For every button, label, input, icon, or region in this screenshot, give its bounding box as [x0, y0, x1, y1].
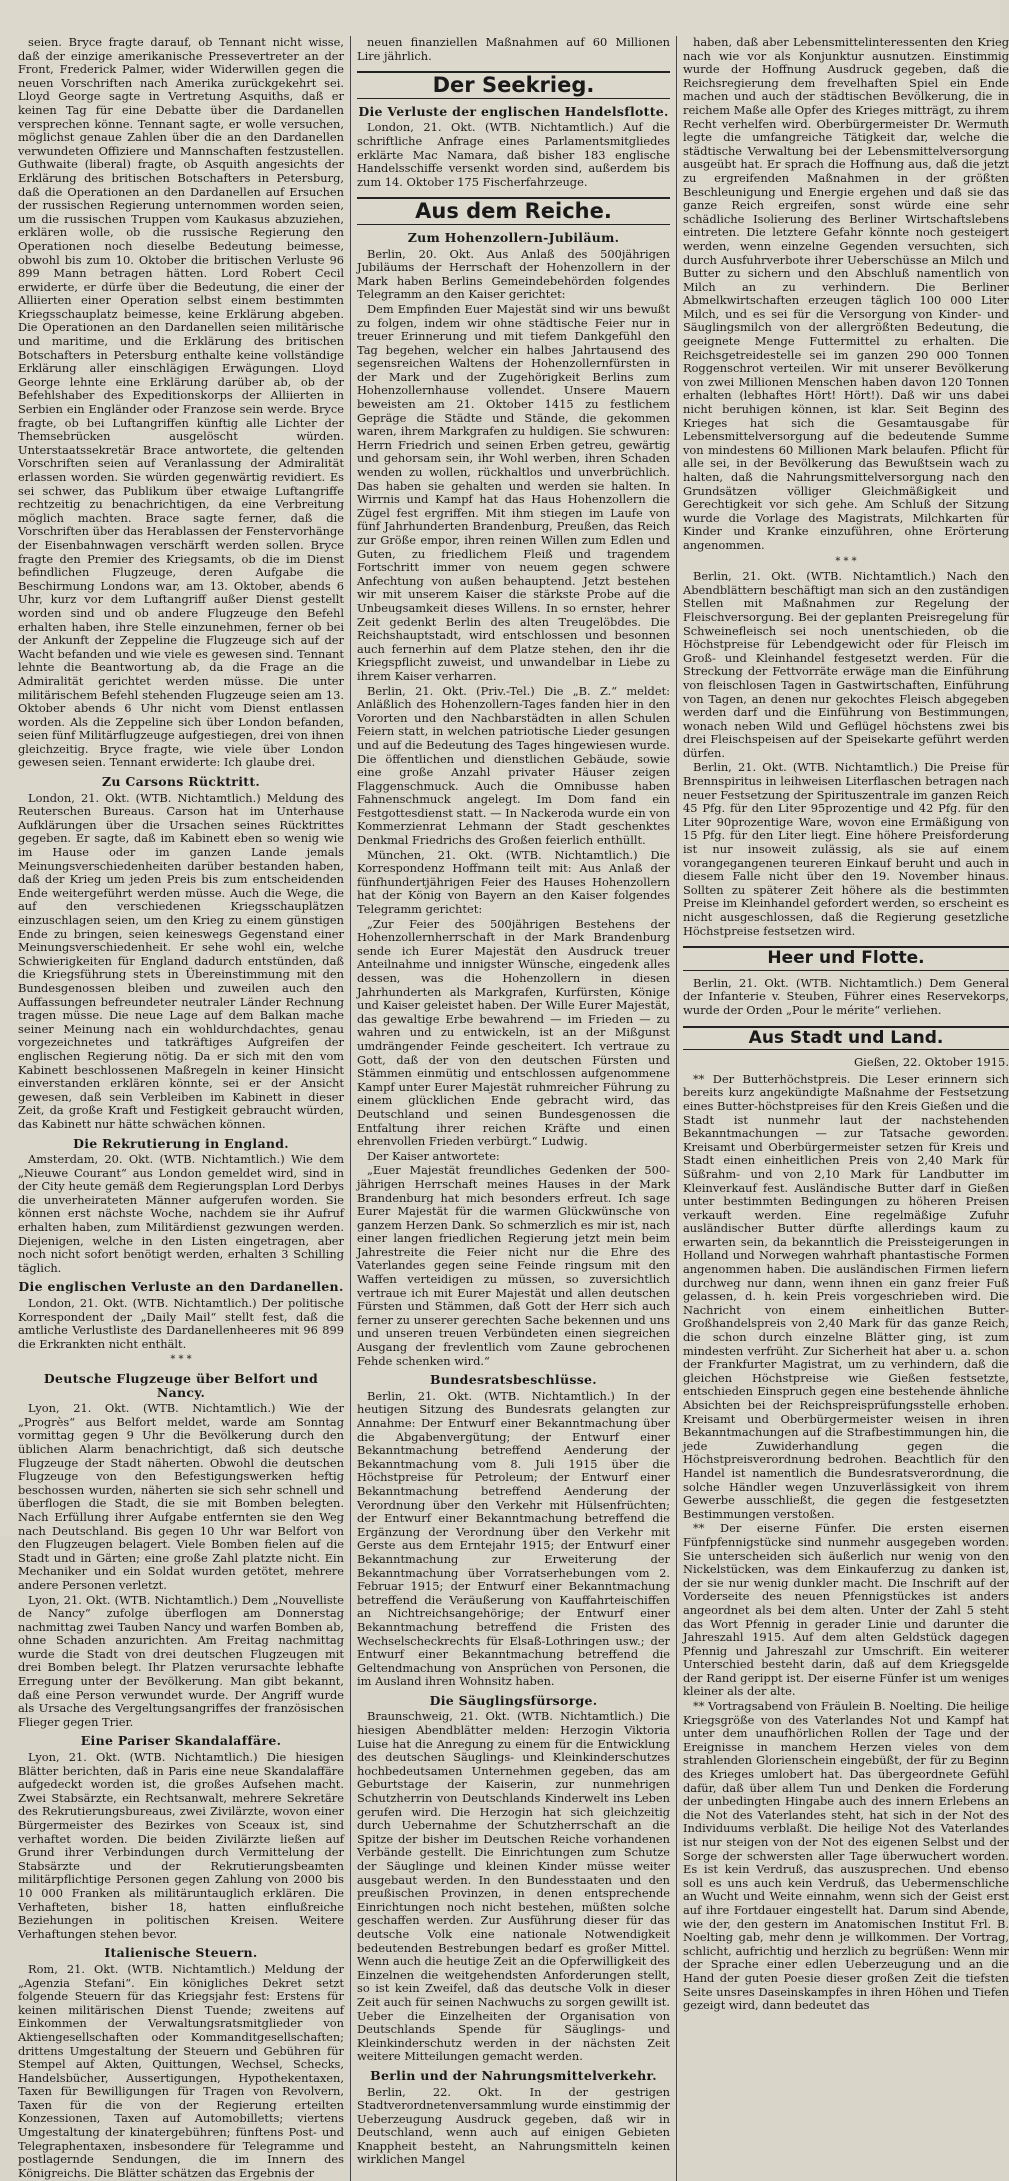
article-subheading: Die Säuglingsfürsorge. — [429, 1692, 598, 1708]
article-paragraph: London, 21. Okt. (WTB. Nichtamtlich.) Der politische Korrespondent der „Daily Mail“ stellt fest, daß die amtliche Verlustliste des Dardanellenheeres mit 96 899 die Erkrankten nicht enthält. — [18, 1296, 344, 1351]
article-subheading: Italienische Steuern. — [104, 1945, 258, 1961]
article-subheading: Die Rekrutierung in England. — [73, 1135, 289, 1151]
article-subheading: Die englischen Verluste an den Dardanellen. — [18, 1279, 344, 1295]
article-paragraph: ** Der Butterhöchstpreis. Die Leser erinnern sich bereits kurz angekündigte Maßnahme der Festsetzung eines Butter-höchstpreises für den Kreis Gießen und die Stadt ist nunmehr laut der nachstehenden Bekanntmachungen — zur Tatsache geworden. Kreisamt und Oberbürgermeister setzen für Kreis und Stadt einen einheitlichen Preis von 2,40 Mark für Süßrahm- und von 2,10 Mark für Landbutter im Kleinverkauf fest. Ausländische Butter darf in Gießen unter bestimmten Bedingungen zu höheren Preisen verkauft werden. Eine regelmäßige Zufuhr ausländischer Butter dürfte allerdings kaum zu erwarten sein, da bekanntlich die Preissteigerungen in Holland und Norwegen wahrhaft phantastische Formen angenommen haben. Die ausländischen Firmen liefern durchweg nur dann, wenn ihnen ein ganz freier Fuß gelassen, d. h. kein Preis vorgeschrieben wird. Die Nachricht von einem einheitlichen Butter-Großhandelspreis von 2,40 Mark für das ganze Reich, die schon durch einzelne Blätter ging, ist zum mindesten verfrüht. Zur Sicherheit hat aber u. a. schon der Frankfurter Magistrat, um zu verhindern, daß die gleichen Höchstpreise wie Gießen festsetzte, entschieden Einspruch gegen eine bestehende ähnliche Absichten bei der Reichspreisprüfungsstelle erhoben. Kreisamt und Oberbürgermeister weisen in ihren Bekanntmachungen auf die Strafbestimmungen hin, die jede Zuwiderhandlung gegen die Höchstpreisverordnung bedrohen. Beachtlich für den Handel ist namentlich die Bundesratsverordnung, die solche Händler wegen Unzuverlässigkeit von ihrem Gewerbe ausschließt, die gegen die festgesetzten Bestimmungen verstoßen. — [683, 1071, 1009, 1521]
article-paragraph: Berlin, 21. Okt. (Priv.-Tel.) Die „B. Z.“ meldet: Anläßlich des Hohenzollern-Tages fanden hier in den Vororten und den Nachbarstädten in allen Schulen Feiern statt, in welchen patriotische Lieder gesungen und auf die Bedeutung des Tages hingewiesen wurde. Die öffentlichen und dienstlichen Gebäude, sowie eine große Anzahl privater Häuser zeigen Flaggenschmuck. Auch die Omnibusse haben Fahnenschmuck angelegt. Im Dom fand ein Festgottesdienst statt. — In Nackeroda wurde ein von Kommerzienrat Lehmann der Stadt geschenktes Denkmal Friedrichs des Großen feierlich enthüllt. — [357, 683, 670, 848]
column-left — [18, 36, 344, 2181]
column-grid — [18, 35, 1009, 2180]
article-paragraph: London, 21. Okt. (WTB. Nichtamtlich.) Auf die schriftliche Anfrage eines Parlamentsmitgliedes erklärte Mac Namara, daß bisher 183 englische Handelsschiffe versenkt worden sind, außerdem bis zum 14. Oktober 175 Fischerfahrzeuge. — [357, 120, 670, 189]
article-paragraph: Lyon, 21. Okt. (WTB. Nichtamtlich.) Wie der „Progrès“ aus Belfort meldet, warde am Sonntag vormittag gegen 9 Uhr die Bevölkerung durch den üblichen Alarm benachrichtigt, daß sich deutsche Flugzeuge der Stadt näherten. Obwohl die deutschen Flugzeuge von den Befestigungswerken heftig beschossen wurden, näherten sie sich sehr schnell und überflogen die Stadt, die sie mit Bomben belegten. Nach Erfüllung ihrer Aufgabe entfernten sie den Weg nach Deutschland. Bis gegen 10 Uhr war Belfort von den Flugzeugen belagert. Viele Bomben fielen auf die Stadt und in Gärten; eine große Zahl platzte nicht. Ein Mechaniker und ein Soldat wurden getötet, mehrere andere Personen verletzt. — [18, 1401, 344, 1592]
article-subheading: Die Verluste der englischen Handelsflotte. — [358, 103, 669, 119]
section-headline: Aus Stadt und Land. — [683, 1026, 1009, 1051]
separator: * * * — [835, 555, 857, 567]
article-paragraph: seien. Bryce fragte darauf, ob Tennant nicht wisse, daß der einzige amerikanische Pressevertreter an der Front, Frederick Palmer, wider Widerwillen gegen die neuen Vorschriften nach Amerika zurückgekehrt sei. Lloyd George sagte in Vertretung Asquiths, daß er keinen Tag für eine Debatte über die Dardanellen versprechen könne. Tennant sagte, er wolle versuchen, möglichst genaue Zahlen über die an den Dardanellen verwundeten Offiziere und Mannschaften festzustellen. Guthwaite (liberal) fragte, ob Asquith angesichts der Erklärung des britischen Botschafters in Petersburg, daß die Operationen an den Dardanellen auf Ersuchen der russischen Regierung unternommen worden seien, um die russischen Truppen vom Kaukasus abzuziehen, erklären wolle, ob die russische Regierung den Operationen noch dieselbe Bedeutung beimesse, obwohl bis zum 10. Oktober die britischen Verluste 96 899 Mann betragen hätten. Lord Robert Cecil erwiderte, er dürfe über die Bedeutung, die einer der Alliierten einer Operation selbst einem bestimmten Kriegsschauplatz beimesse, keine Erklärung abgeben. Die Operationen an den Dardanellen seien militärische und maritime, und die Erklärung des britischen Botschafters in Petersburg enthalte keine vollständige Erklärung aller einschlägigen Erwägungen. Lloyd George lehnte eine Erklärung darüber ab, ob der Befehlshaber des Expeditionskorps der Alliierten in Serbien ein Engländer oder Franzose sein werde. Bryce fragte, ob bei Luftangriffen künftig alle Lichter der Themsebrücken ausgelöscht würden. Unterstaatssekretär Brace antwortete, die geltenden Vorschriften seien auf Veranlassung der Admiralität erlassen worden. Sie würden gegenwärtig revidiert. Es sei schwer, das Publikum über etwaige Luftangriffe rechtzeitig zu benachrichtigen, da eine Verbreitung möglich machten. Brace sagte ferner, daß die Vorschriften über das Herablassen der Fenstervorhänge der Eisenbahnwagen verschärft werden sollen. Bryce fragte den Premier des Kriegsamts, ob die im Dienst befindlichen Flugzeuge, deren Aufgabe die Beschirmung Londons war, am 13. Oktober, abends 6 Uhr, kurz vor dem Luftangriff außer Dienst gestellt worden sind und ob andere Flugzeuge den Befehl erhalten haben, ihre Stelle einzunehmen, ferner ob bei der Ankunft der Zeppeline die Flugzeuge sich auf der Wacht befanden und wie viele es gewesen sind. Tennant lehnte die Beantwortung ab, da die Frage an die Admiralität gerichtet werden müsse. Die unter militärischem Befehl stehenden Flugzeuge seien am 13. Oktober abends 6 Uhr nicht vom Dienst entlassen worden. Als die Zeppeline sich über London befanden, seien fünf Militärflugzeuge aufgestiegen, drei von ihnen gleichzeitig. Bryce fragte, wie viele über London gewesen seien. Tennant erwiderte: Ich glaube drei. — [18, 35, 344, 770]
article-subheading: Deutsche Flugzeuge über Belfort und Nancy. — [43, 1371, 319, 1400]
article-subheading: Berlin und der Nahrungsmittelverkehr. — [370, 2067, 657, 2083]
article-paragraph: Rom, 21. Okt. (WTB. Nichtamtlich.) Meldung der „Agenzia Stefani“. Ein königliches Dekret setzt folgende Steuern für das Kriegsjahr fest: Erstens für keinen militärischen Dienst Tuende; zweitens auf Einkommen der Verwaltungsratsmitglieder von Aktiengesellschaften oder Kommanditgesellschaften; drittens Umgestaltung der Steuern und Gebühren für Stempel auf Akten, Quittungen, Wechsel, Schecks, Handelsbücher, Aussertigungen, Hypothekentaxen, Taxen für Bewilligungen für Tragen von Revolvern, Taxen für die von der Regierung erteilten Konzessionen, Taxen auf Automobilletts; viertens Umgestaltung der kinatergebühren; fünftens Post- und Telegraphentaxen, insbesondere für Telegramme und postlagernde Sendungen, die im Innern des Königreichs. Die Blätter schätzen das Ergebnis der — [18, 1961, 344, 2180]
section-headline: Heer und Flotte. — [683, 946, 1009, 971]
dateline: Gießen, 22. Oktober 1915. — [853, 1055, 1009, 1070]
article-paragraph: Berlin, 21. Okt. (WTB. Nichtamtlich.) Die Preise für Brennspiritus in leihweisen Literflaschen betragen nach neuer Festsetzung der Spirituszentrale im ganzen Reich 45 Pfg. für den Liter 95prozentige und 42 Pfg. für den Liter 90prozentige Ware, wovon eine Ermäßigung von 15 Pfg. für den Liter liegt. Eine höhere Preisforderung ist nur insoweit zulässig, als sie auf einem vorangegangenen teureren Einkauf beruht und auch in diesem Falle nicht über den 19. November hinaus. Sollten zu späterer Zeit höhere als die bestimmten Preise im Kleinhandel gefordert werden, so erscheint es nicht ausgeschlossen, daß die Regierung gesetzliche Höchstpreise festsetzen wird. — [683, 760, 1009, 938]
article-subheading: Bundesratsbeschlüsse. — [430, 1372, 597, 1388]
article-paragraph: Berlin, 21. Okt. (WTB. Nichtamtlich.) Dem General der Infanterie v. Steuben, Führer eines Reservekorps, wurde der Orden „Pour le mérite“ verliehen. — [683, 975, 1009, 1017]
article-paragraph: Lyon, 21. Okt. (WTB. Nichtamtlich.) Dem „Nouvelliste de Nancy“ zufolge überflogen am Donnerstag nachmittag zwei Tauben Nancy und warfen Bomben ab, ohne Schaden anzurichten. Am Freitag nachmittag wurde die Stadt von drei deutschen Flugzeugen mit drei Bomben belegt. Ihr Platzen verursachte lebhafte Erregung unter der Bevölkerung. Man gibt bekannt, daß eine Person verwundet wurde. Der Angriff wurde als Ursache des Vergeltungsangriffes der französischen Flieger gegen Trier. — [18, 1592, 344, 1729]
article-subheading: Zu Carsons Rücktritt. — [101, 774, 261, 790]
column-right — [683, 36, 1009, 2181]
column-rule — [350, 36, 351, 2181]
column-middle — [357, 36, 670, 2181]
article-paragraph: ** Der eiserne Fünfer. Die ersten eisernen Fünfpfennigstücke sind nunmehr ausgegeben worden. Sie unterscheiden sich äußerlich nur wenig von den Nickelstücken, was dem Einkauferzug zu danken ist, der sie nur wenig dunkler macht. Die Inschrift auf der Vorderseite des neuen Pfennigstückes ist anders angeordnet als bei dem alten. Unter der Zahl 5 steht das Wort Pfennig in gerader Linie und darunter die Jahreszahl 1915. Auf dem alten Geldstück dagegen Pfennig und Jahreszahl zur Umschrift. Ein weiterer Unterschied besteht darin, daß auf dem Kriegsgelde der Rand gerippt ist. Der eiserne Fünfer ist um weniges kleiner als der alte. — [683, 1521, 1009, 1699]
article-paragraph: München, 21. Okt. (WTB. Nichtamtlich.) Die Korrespondenz Hoffmann teilt mit: Aus Anlaß der fünfhundertjährigen Feier des Hauses Hohenzollern hat der König von Bayern an den Kaiser folgendes Telegramm gerichtet: — [357, 847, 670, 917]
article-paragraph: Dem Empfinden Euer Majestät sind wir uns bewußt zu folgen, indem wir ohne städtische Feier nur in treuer Erinnerung und mit tiefem Dankgefühl den Tag begehen, welcher ein halbes Jahrtausend des segensreichen Waltens der Hohenzollernfürsten in der Mark und der Zugehörigkeit Berlins zum Hohenzollernhause vollendet. Unsere Mauern beweisten am 21. Oktober 1415 zu festlichem Gepräge die Städte und Stände, die gekommen waren, ihrem Markgrafen zu huldigen. Sie schwuren: Herrn Friedrich und seinen Erben getreu, gewärtig und gehorsam sein, ihr Wohl werben, ihren Schaden wenden zu wollen, rückhaltlos und unverbrüchlich. Das haben sie gehalten und werden sie halten. In Wirrnis und Kampf hat das Haus Hohenzollern die Zügel fest ergriffen. Mit ihm stiegen im Laufe von fünf Jahrhunderten Brandenburg, Preußen, das Reich zur Größe empor, ihren reinen Willen zum Edlen und Guten, zu friedlichem Fleiß und tragendem Fortschritt immer von neuem gegen schwere Anfechtung von außen behauptend. Jetzt bestehen wir mit unserem Kaiser die stärkste Probe auf die Unbeugsamkeit dieses Willens. In so ernster, hehrer Zeit gedenkt Berlin des alten Treugelöbdes. Die Reichshauptstadt, wird entschlossen und besonnen auch fernerhin auf dem Platze stehen, den ihr die Kriegspflicht zuweist, und unwandelbar in Liebe zu ihrem Kaiser verharren. — [357, 301, 670, 683]
section-headline: Der Seekrieg. — [357, 71, 670, 99]
article-subheading: Eine Pariser Skandalaffäre. — [80, 1733, 282, 1749]
article-subheading: Zum Hohenzollern-Jubiläum. — [407, 229, 620, 245]
article-paragraph: London, 21. Okt. (WTB. Nichtamtlich.) Meldung des Reuterschen Bureaus. Carson hat im Unterhause Aufklärungen über die Ursachen seines Rücktrittes gegeben. Er sagte, daß im Kabinett eben so wenig wie im Hause oder im ganzen Lande jemals Meinungsverschiedenheiten darüber bestanden haben, daß der Krieg um jeden Preis bis zum entscheidenden Ende weitergeführt werden müsse. Auch die Wege, die auf den verschiedenen Kriegsschauplätzen einzuschlagen seien, um den Krieg zu einem günstigen Ende zu bringen, seien keineswegs Gegenstand einer Meinungsverschiedenheit. Er sehe wohl ein, welche Schwierigkeiten für England dadurch entstünden, daß die Kriegsführung stets in Übereinstimmung mit den Bundesgenossen bleiben und zuweilen auch den Auffassungen befreundeter neutraler Länder Rechnung tragen müsse. Die neue Lage auf dem Balkan mache seiner Meinung nach ein wohldurchdachtes, genau vorgezeichnetes und tatkräftiges Aufgreifen der englischen Regierung nötig. Da er sich mit den vom Kabinett beschlossenen Maßregeln in keiner Hinsicht einverstanden erklären könnte, sei er der Ansicht gewesen, daß sein Verbleiben im Kabinett in dieser Zeit, da große Kraft und Festigkeit gebraucht würden, das Kabinett nur hätte schwächen können. — [18, 790, 344, 1131]
article-paragraph: Berlin, 21. Okt. (WTB. Nichtamtlich.) Nach den Abendblättern beschäftigt man sich an den zuständigen Stellen mit Maßnahmen zur Regelung der Fleischversorgung. Bei der geplanten Preisregelung für Schweinefleisch sei noch unentschieden, ob die Höchstpreise für Lebendgewicht oder für Fleisch im Groß- und Kleinhandel festgesetzt werden. Für die Streckung der Fettvorräte erwäge man die Einführung von fleischlosen Tagen in Gastwirtschaften, Einführung von Tagen, an denen nur gekochtes Fleisch abgegeben werden darf und die Einführung von Bestimmungen, wonach neben Wild und Geflügel höchstens zwei bis drei Fleischspeisen auf der Speisekarte geführt werden dürfen. — [683, 569, 1009, 760]
article-paragraph: „Euer Majestät freundliches Gedenken der 500-jährigen Herrschaft meines Hauses in der Mark Brandenburg hat mich besonders erfreut. Ich sage Eurer Majestät für die warmen Glückwünsche von ganzem Herzen Dank. So schmerzlich es mir ist, nach einer langen friedlichen Regierung jetzt mein beim Jahrestreite die Feier nicht nur die Ehre des Vaterlandes gegen seine Feinde ringsum mit den Waffen verteidigen zu müssen, so zuversichtlich vertraue ich mit Eurer Majestät und allen deutschen Fürsten und Stämmen, daß Gott der Herr sich auch ferner zu unserer gerechten Sache bekennen und uns und unseren treuen Verbündeten einen siegreichen Ausgang der frevlentlich vom Zaune gebrochenen Fehde schenken wird.“ — [357, 1163, 670, 1368]
column-rule — [676, 36, 677, 2181]
article-paragraph: Berlin, 22. Okt. In der gestrigen Stadtverordnetenversammlung wurde einstimmig der Ueberzeugung Ausdruck gegeben, daß wir in Deutschland, wenn auch auf einigen Gebieten Knappheit besteht, an Nahrungsmitteln keinen wirklichen Mangel — [357, 2084, 670, 2167]
article-paragraph: haben, daß aber Lebensmittelinteressenten den Krieg nach wie vor als Konjunktur ausnutzen. Einstimmig wurde der Hoffnung Ausdruck gegeben, daß die Reichsregierung dem frevelhaften Spiel ein Ende machen und auch der städtischen Bevölkerung, die in reichem Maße alle Opfer des Krieges mitträgt, zu ihrem Recht verhelfen wird. Oberbürgermeister Dr. Wermuth legte die umfangreiche Tätigkeit dar, welche die städtische Verwaltung bei der Lebensmittelversorgung ausgeübt hat. Er sprach die Hoffnung aus, daß die jetzt zu ergreifenden Maßnahmen in der größten Beschleunigung und Energie ergehen und daß sie das ganze Reich ergreifen, sonst würde eine sehr schädliche Isolierung des Berliner Wirtschaftslebens eintreten. Die letztere Gefahr könnte noch gesteigert werden, wenn einzelne Gegenden versuchten, sich durch Ausfuhrverbote ihrer Ueberschüsse an Milch und Butter zu sichern und den Abschluß namentlich von Milch an zu verhindern. Die Berliner Abmelkwirtschaften erzeugen täglich 100 000 Liter Milch, und es sei für die Versorgung von Kinder- und Säuglingsmilch von der allergrößten Bedeutung, die geeignete Menge Futtermittel zu erhalten. Die Reichsgetreidestelle sei im ganzen 290 000 Tonnen Roggenschrot verteilen. Wir mit unserer Bevölkerung von zwei Millionen Menschen haben davon 120 Tonnen erhalten (lebhaftes Hört! Hört!). Daß wir uns dabei nicht beruhigen können, ist klar. Seit Beginn des Krieges hat sich die Gesamtausgabe für Lebensmittelversorgung auf die bedeutende Summe von mindestens 60 Millionen Mark belaufen. Pflicht für alle sei, in der Bevölkerung das Bewußtsein wach zu halten, daß die Nahrungsmittelversorgung nach den Grundsätzen völliger Gleichmäßigkeit und Gerechtigkeit vor sich gehe. Am Schluß der Sitzung wurde die Vorlage des Magistrats, Milchkarten für Kinder und Kranke einzuführen, ohne Erörterung angenommen. — [683, 35, 1009, 552]
article-paragraph: neuen finanziellen Maßnahmen auf 60 Millionen Lire jährlich. — [357, 35, 670, 63]
section-headline: Aus dem Reiche. — [357, 197, 670, 225]
article-paragraph: „Zur Feier des 500jährigen Bestehens der Hohenzollernherrschaft in der Mark Brandenburg sende ich Eurer Majestät den Ausdruck treuer Anteilnahme und innigster Wünsche, eingedenk alles dessen, was die Hohenzollern in diesen Jahrhunderten als Markgrafen, Kurfürsten, Könige und Kaiser geleistet haben. Der Wille Eurer Majestät, das gewaltige Erbe bewahrend — im Frieden — zu wahren und zu entwickeln, ist an der Mißgunst umdrängender Feinde gescheitert. Ich vertraue zu Gott, daß der von den deutschen Fürsten und Stämmen einmütig und entschlossen aufgenommene Kampf unter Eurer Majestät ruhmreicher Führung zu einem glücklichen Ende gebracht wird, das Deutschland und seinen Bundesgenossen die Entfaltung ihrer reichen Kräfte und einen ehrenvollen Frieden verbürgt.“ Ludwig. — [357, 916, 670, 1149]
separator: * * * — [170, 1354, 192, 1366]
article-paragraph: Berlin, 21. Okt. (WTB. Nichtamtlich.) In der heutigen Sitzung des Bundesrats gelangten zur Annahme: Der Entwurf einer Bekanntmachung über die Abgabenvergütung; der Entwurf einer Bekanntmachung betreffend Aenderung der Bekanntmachung vom 8. Juli 1915 über die Höchstpreise für Petroleum; der Entwurf einer Bekanntmachung betreffend Aenderung der Verordnung über den Verkehr mit Hülsenfrüchten; der Entwurf einer Bekanntmachung betreffend die Ergänzung der Verordnung über den Verkehr mit Gerste aus dem Erntejahr 1915; der Entwurf einer Bekanntmachung zur Erweiterung der Bekanntmachung über Vorratserhebungen vom 2. Februar 1915; der Entwurf einer Bekanntmachung betreffend die Veräußerung von Kauffahrteischiffen an Nichtreichsangehörige; der Entwurf einer Bekanntmachung betreffend die Fristen des Wechselscheckrechts für Elsaß-Lothringen usw.; der Entwurf einer Bekanntmachung betreffend die Geltendmachung von Ansprüchen von Personen, die im Ausland ihren Wohnsitz haben. — [357, 1388, 670, 1689]
article-paragraph: Berlin, 20. Okt. Aus Anlaß des 500jährigen Jubiläums der Herrschaft der Hohenzollern in der Mark haben Berlins Gemeindebehörden folgendes Telegramm an den Kaiser gerichtet: — [357, 246, 670, 302]
article-paragraph: Braunschweig, 21. Okt. (WTB. Nichtamtlich.) Die hiesigen Abendblätter melden: Herzogin Viktoria Luise hat die Anregung zu einem für die Entwicklung des deutschen Säuglings- und Kleinkinderschutzes hochbedeutsamen Unternehmen gegeben, das am Geburtstage der Kaiserin, zur nunmehrigen Schutzherrin von Deutschlands Kinderwelt ins Leben gerufen wird. Die Herzogin hat sich gleichzeitig durch Uebernahme der Schutzherrschaft an die Spitze der bisher im Deutschen Reiche vorhandenen Verbände gestellt. Die Einrichtungen zum Schutze der Säuglinge und kleinen Kinder müsse weiter ausgebaut werden. In den Bundesstaaten und den preußischen Provinzen, in denen entsprechende Einrichtungen noch nicht bestehen, müßten solche geschaffen werden. Zur Ausführung dieser für das deutsche Volk eine nationale Notwendigkeit bedeutenden Bestrebungen bedarf es großer Mittel. Wenn auch die heutige Zeit an die Opferwilligkeit des Einzelnen die weitgehendsten Anforderungen stellt, so ist kein Zweifel, daß das deutsche Volk in dieser Zeit auch für seinen Nachwuchs zu sorgen gewillt ist. Ueber die Einzelheiten der Organisation von Deutschlands Spende für Säuglings- und Kleinkinderschutz werden in der nächsten Zeit weitere Mitteilungen gemacht werden. — [357, 1709, 670, 2064]
article-paragraph: ** Vortragsabend von Fräulein B. Noelting. Die heilige Kriegsgröße von des Vaterlandes Not und Kampf hat unter dem unaufhörlichen Rollen der Tage und der Ereignisse in manchem Herzen vieles von dem strahlenden Glorienschein eingebüßt, der für zu Beginn des Krieges umlobert hat. Das übergeordnete Gefühl dafür, daß über allem Tun und Denken die Forderung der unbedingten Hingabe auch des innern Erlebens an die Not des Vaterlandes steht, hat sich in der Not des Individuums verblaßt. Die heilige Not des Vaterlandes ist nur steigen von der Not des eigenen Selbst und der Sorge der schwersten aller Tage überwuchert worden. Es ist kein Verdruß, das auszusprechen. Und ebenso soll es uns auch kein Verdruß, das Uebermenschliche an Wucht und Weite einnahm, wenn sich der Geist erst auf ihre Fortdauer eingestellt hat. Darum sind Abende, wie der, den gestern im Anatomischen Institut Frl. B. Noelting gab, mehr denn je willkommen. Der Vortrag, schlicht, aufrichtig und herzlich zu begrüßen: Wenn mir der Sprache einer edlen Ueberzeugung und an die Hand der guten Poesie dieser großen Zeit die tiefsten Seite unsres Daseinskampfes in ihren Höhen und Tiefen gezeigt wird, dann bedeutet das — [683, 1699, 1009, 2013]
article-paragraph: Der Kaiser antwortete: — [367, 1148, 500, 1163]
article-paragraph: Lyon, 21. Okt. (WTB. Nichtamtlich.) Die hiesigen Blätter berichten, daß in Paris eine neue Skandalaffäre aufgedeckt worden ist, die großes Aufsehen macht. Zwei Stabsärzte, ein Rechtsanwalt, mehrere Sekretäre des Rekrutierungsbureaus, zwei Zivilärzte, wovon einer Bürgermeister des Bezirkes von Sceaux ist, sind verhaftet worden. Die beiden Zivilärzte ließen auf Grund ihrer Verbindungen durch Vermittelung der Stabsärzte und der Rekrutierungsbeamten militärpflichtige Personen gegen Zahlung von 2000 bis 10 000 Franken als militäruntauglich erklären. Die Verhafteten, bisher 18, hatten einflußreiche Beziehungen in politischen Kreisen. Weitere Verhaftungen stehen bevor. — [18, 1750, 344, 1941]
article-paragraph: Amsterdam, 20. Okt. (WTB. Nichtamtlich.) Wie dem „Nieuwe Courant“ aus London gemeldet wird, sind in der City heute gemäß dem Regierungsplan Lord Derbys die unverheirateten Männer aufgerufen worden. Sie können erst nächste Woche, nachdem sie ihr Aufruf erhalten haben, zum Militärdienst gezwungen werden. Diejenigen, welche in den Listen eingetragen, aber noch nicht sofort benötigt werden, erhalten 3 Schilling täglich. — [18, 1152, 344, 1275]
